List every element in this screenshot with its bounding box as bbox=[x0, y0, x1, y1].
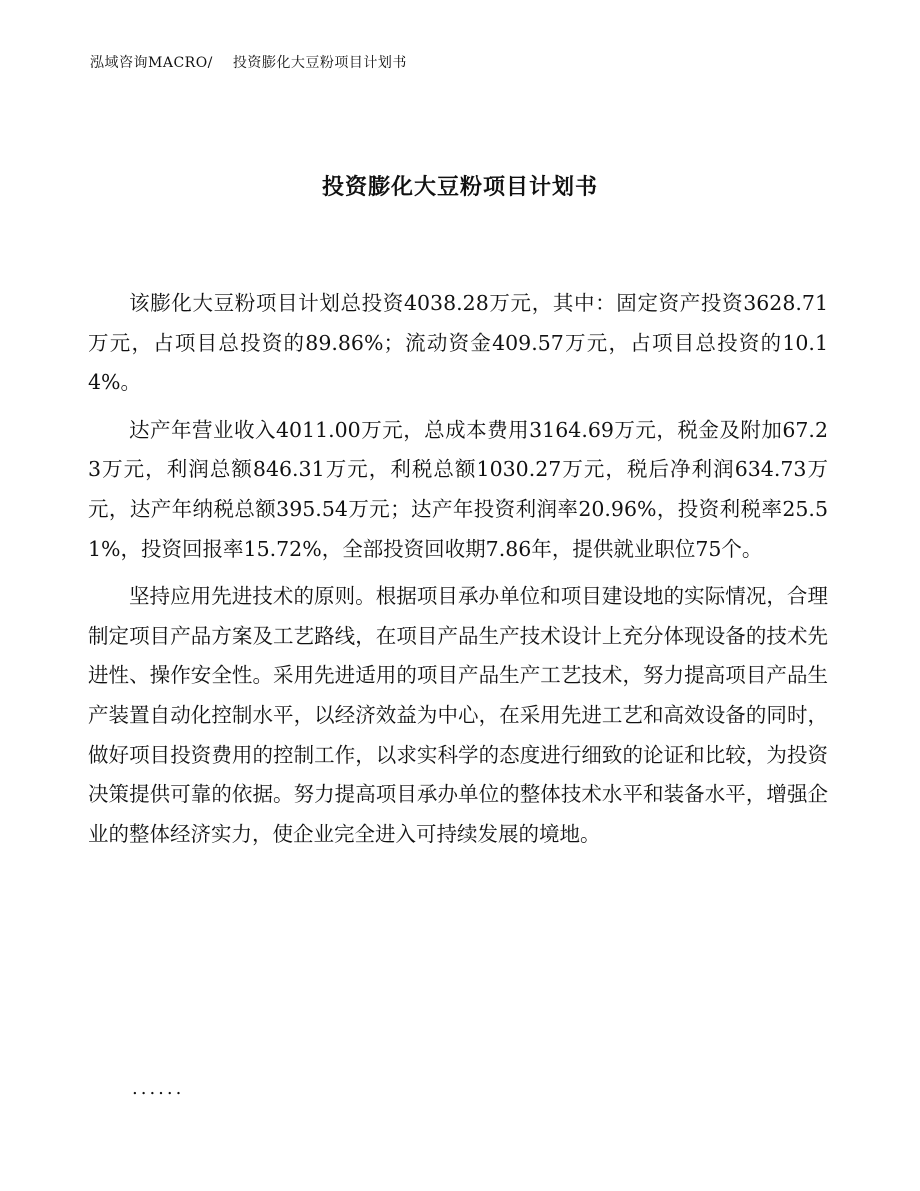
paragraph-investment: 该膨化大豆粉项目计划总投资4038.28万元，其中：固定资产投资3628.71万元，占项目总投资的89.86%；流动资金409.57万元，占项目总投资的10.14%。 bbox=[88, 291, 828, 395]
header-company: 泓域咨询MACRO/ bbox=[90, 55, 213, 71]
paragraph-principles: 坚持应用先进技术的原则。根据项目承办单位和项目建设地的实际情况，合理制定项目产品方案及工艺路线，在项目产品生产技术设计上充分体现设备的技术先进性、操作安全性。采用先进适用的项目产品生产工艺技术，努力提高项目产品生产装置自动化控制水平，以经济效益为中心，在采用先进工艺和高效设备的同时，做好项目投资费用的控制工作，以求实科学的态度进行细致的论证和比较，为投资决策提供可靠的依据。努力提高项目承办单位的整体技术水平和装备水平，增强企业的整体经济实力，使企业完全进入可持续发展的境地。 bbox=[88, 584, 828, 846]
document-title: 投资膨化大豆粉项目计划书 bbox=[321, 175, 598, 200]
header-doc-name: 投资膨化大豆粉项目计划书 bbox=[232, 55, 407, 71]
document-body bbox=[88, 284, 828, 862]
paragraph-financials: 达产年营业收入4011.00万元，总成本费用3164.69万元，税金及附加67.23万元，利润总额846.31万元，利税总额1030.27万元，税后净利润634.73万元，达产年纳税总额395.54万元；达产年投资利润率20.96%，投资利税率25.51%，投资回报率15.72%，全部投资回收期7.86年，提供就业职位75个。 bbox=[88, 417, 828, 561]
ellipsis: ...... bbox=[132, 1078, 185, 1099]
page-header bbox=[90, 52, 407, 72]
